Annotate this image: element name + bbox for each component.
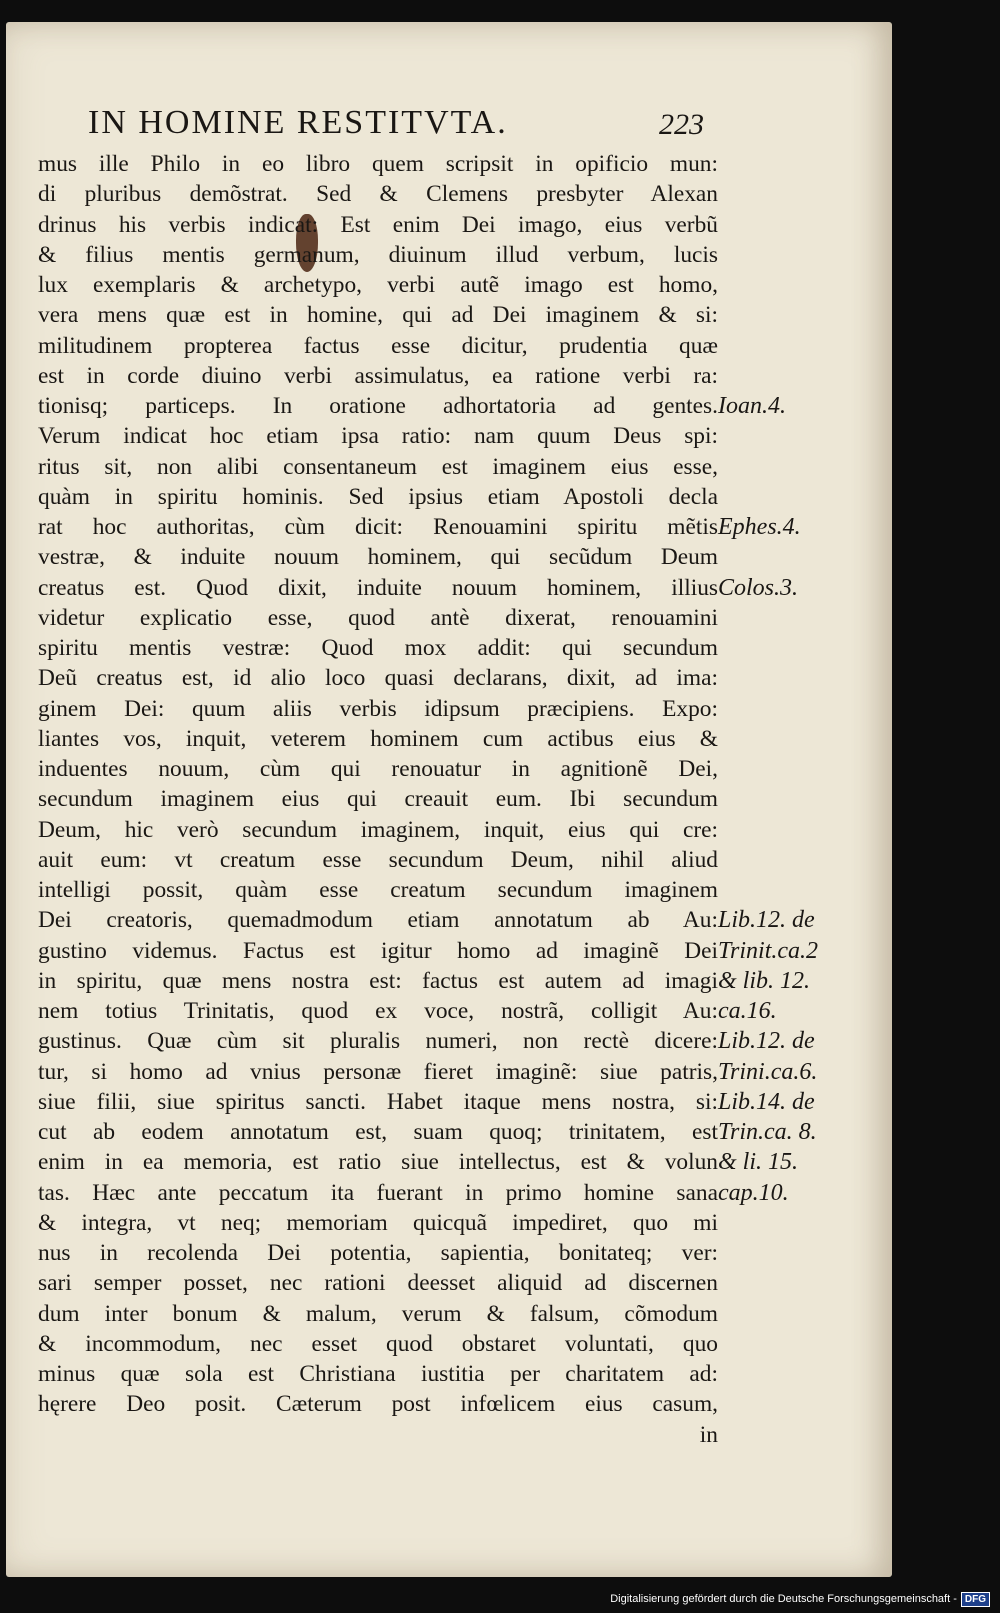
text-line: drinus his verbis indicat: Est enim Dei imago, eius verbũ <box>38 211 718 238</box>
text-line: intelligi possit, quàm esse creatum secundum imaginem <box>38 877 718 903</box>
text-line: militudinem propterea factus esse dicitur, prudentia quæ <box>38 332 718 359</box>
text-line: rat hoc authoritas, cùm dicit: Renouamini spiritu mẽtis <box>38 514 718 540</box>
text-line: in <box>699 1421 718 1448</box>
text-line: Deum, hic verò secundum imaginem, inquit, eius qui cre: <box>38 816 718 843</box>
margin-note: Lib.12. de <box>718 1028 815 1055</box>
text-line: tas. Hæc ante peccatum ita fuerant in primo homine sana <box>38 1179 718 1206</box>
book-page <box>6 22 892 1577</box>
running-title: IN HOMINE RESTITVTA. <box>88 104 508 141</box>
margin-note: Ephes.4. <box>718 514 801 540</box>
text-line: in spiritu, quæ mens nostra est: factus est autem ad imagi <box>38 967 718 994</box>
text-line: lux exemplaris & archetypo, verbi autẽ imago est homo, <box>38 272 718 298</box>
text-line: tur, si homo ad vnius personæ fieret imaginẽ: siue patris, <box>38 1058 718 1085</box>
text-line: induentes nouum, cùm qui renouatur in agnitionẽ Dei, <box>38 756 718 782</box>
text-line: nus in recolenda Dei potentia, sapientia, bonitateq; ver: <box>38 1240 718 1266</box>
margin-note: Trini.ca.6. <box>718 1058 818 1085</box>
text-line: liantes vos, inquit, veterem hominem cum actibus eius & <box>38 725 718 752</box>
footer-credit: Digitalisierung gefördert durch die Deutsche Forschungsgemeinschaft - <box>610 1593 957 1605</box>
text-line: videtur explicatio esse, quod antè dixerat, renouamini <box>38 604 718 631</box>
margin-note: & lib. 12. <box>718 967 811 994</box>
margin-note: Trin.ca. 8. <box>718 1119 817 1145</box>
text-line: hęrere Deo posit. Cæterum post infœlicem eius casum, <box>38 1391 718 1418</box>
text-line: spiritu mentis vestræ: Quod mox addit: qui secundum <box>38 635 718 661</box>
text-line: siue filii, siue spiritus sancti. Habet itaque mens nostra, si: <box>38 1088 718 1115</box>
text-line: di pluribus demõstrat. Sed & Clemens presbyter Alexan <box>38 181 718 208</box>
margin-note: ca.16. <box>718 998 777 1024</box>
text-line: vestræ, & induite nouum hominem, qui secũdum Deum <box>38 544 718 571</box>
body-text <box>38 149 718 1450</box>
margin-note: Trinit.ca.2 <box>718 937 819 964</box>
text-line: enim in ea memoria, est ratio siue intellectus, est & volun <box>38 1149 718 1176</box>
margin-note: & li. 15. <box>718 1149 799 1176</box>
text-line: secundum imaginem eius qui creauit eum. Ibi secundum <box>38 786 718 813</box>
page-number: 223 <box>659 108 704 141</box>
text-line: ritus sit, non alibi consentaneum est imaginem eius esse, <box>38 453 718 480</box>
margin-note: Colos.3. <box>718 574 799 601</box>
margin-note: Lib.14. de <box>718 1088 815 1115</box>
text-line: dum inter bonum & malum, verum & falsum, cõmodum <box>38 1300 718 1327</box>
text-line: & filius mentis germanum, diuinum illud verbum, lucis <box>38 241 718 268</box>
text-line: est in corde diuino verbi assimulatus, ea ratione verbi ra: <box>38 362 718 389</box>
digitization-footer <box>610 1590 990 1608</box>
margin-note: Ioan.4. <box>718 393 786 419</box>
text-line: creatus est. Quod dixit, induite nouum hominem, illius <box>38 574 718 601</box>
text-line: mus ille Philo in eo libro quem scripsit in opificio mun: <box>38 151 718 177</box>
text-line: sari semper posset, nec rationi deesset aliquid ad discernen <box>38 1270 718 1297</box>
text-line: gustino videmus. Factus est igitur homo ad imaginẽ Dei <box>38 937 718 964</box>
dfg-logo-icon: DFG <box>961 1592 990 1607</box>
text-line: Deũ creatus est, id alio loco quasi declarans, dixit, ad ima: <box>38 665 718 692</box>
text-line: Dei creatoris, quemadmodum etiam annotatum ab Au: <box>38 907 718 934</box>
text-line: cut ab eodem annotatum est, suam quoq; trinitatem, est <box>38 1119 718 1145</box>
text-line: & integra, vt neq; memoriam quicquã impediret, quo mi <box>38 1209 718 1236</box>
margin-note: Lib.12. de <box>718 907 815 934</box>
margin-note: cap.10. <box>718 1179 789 1206</box>
text-line: quàm in spiritu hominis. Sed ipsius etiam Apostoli decla <box>38 483 718 510</box>
text-line: & incommodum, nec esset quod obstaret voluntati, quo <box>38 1330 718 1357</box>
text-line: minus quæ sola est Christiana iustitia per charitatem ad: <box>38 1361 718 1387</box>
text-line: Verum indicat hoc etiam ipsa ratio: nam quum Deus spi: <box>38 423 718 450</box>
text-line: ginem Dei: quum aliis verbis idipsum præcipiens. Expo: <box>38 695 718 722</box>
text-line: vera mens quæ est in homine, qui ad Dei imaginem & si: <box>38 302 718 329</box>
text-line: nem totius Trinitatis, quod ex voce, nostrã, colligit Au: <box>38 998 718 1024</box>
text-line: auit eum: vt creatum esse secundum Deum, nihil aliud <box>38 846 718 873</box>
text-line: gustinus. Quæ cùm sit pluralis numeri, non rectè dicere: <box>38 1028 718 1055</box>
text-line: tionisq; particeps. In oratione adhortatoria ad gentes. <box>38 393 718 419</box>
page-header <box>88 82 708 142</box>
